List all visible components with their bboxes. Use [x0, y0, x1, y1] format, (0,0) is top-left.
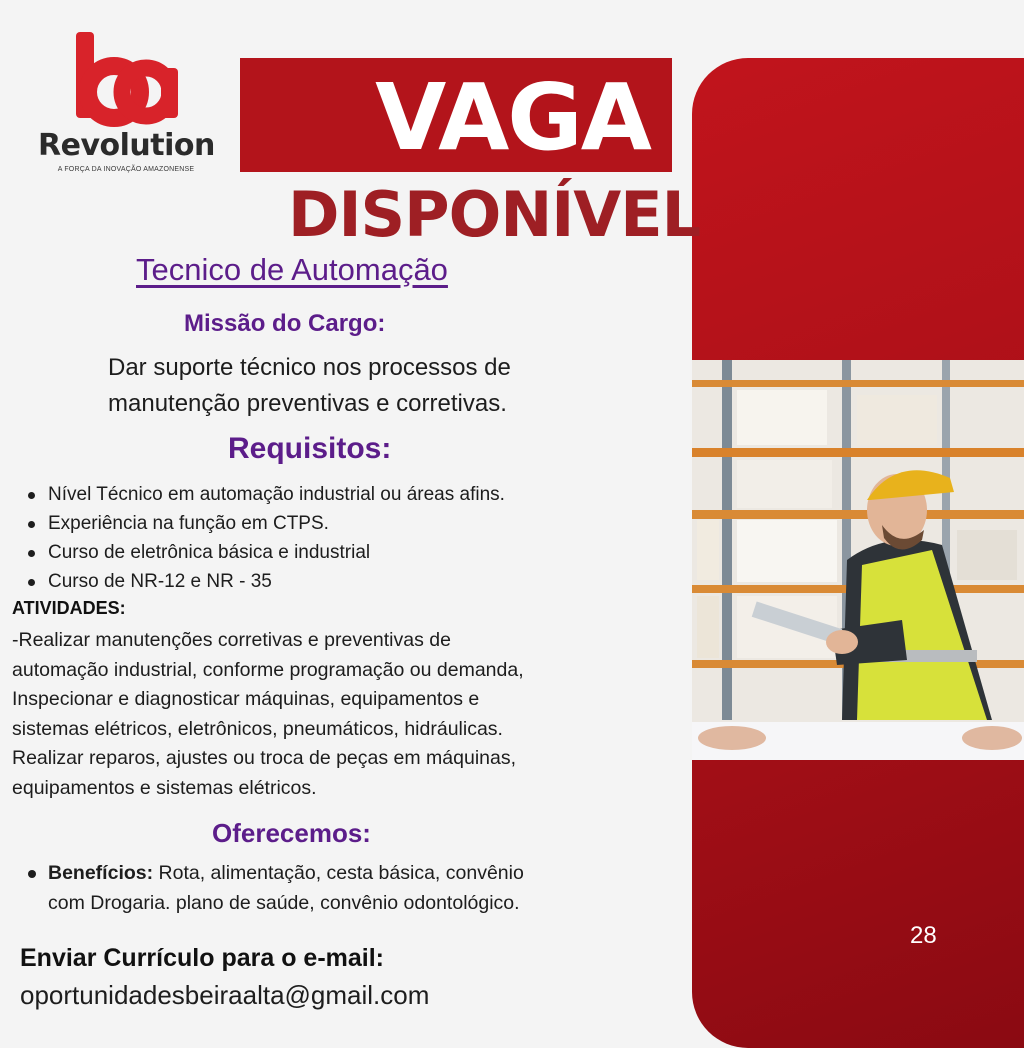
brand-name: Revolution [38, 128, 215, 163]
job-title: Tecnico de Automação [136, 252, 448, 287]
activity-line: automação industrial, conforme programação ou demanda, [12, 658, 524, 681]
benefits-text [48, 858, 668, 918]
benefit-label: Benefícios: [48, 862, 154, 884]
mission-line: manutenção preventivas e corretivas. [108, 390, 507, 417]
requirements-heading: Requisitos: [228, 432, 392, 465]
activities-text [12, 626, 682, 803]
activities-heading: ATIVIDADES: [12, 598, 126, 618]
photo-illustration [692, 360, 1024, 760]
bullet-icon [28, 870, 36, 878]
brand-tagline: A FORÇA DA INOVAÇÃO AMAZONENSE [57, 166, 195, 173]
mission-heading: Missão do Cargo: [184, 310, 386, 337]
list-item: Curso de eletrônica básica e industrial [22, 538, 505, 567]
activity-line: -Realizar manutenções corretivas e preventivas de [12, 629, 451, 651]
requirements-list [22, 480, 505, 596]
offer-heading: Oferecemos: [212, 818, 371, 848]
activity-line: Realizar reparos, ajustes ou troca de peças em máquinas, [12, 747, 517, 769]
activity-line: sistemas elétricos, eletrônicos, pneumáticos, hidráulicas. [12, 717, 503, 740]
vaga-banner [240, 58, 672, 172]
list-item: Nível Técnico em automação industrial ou áreas afins. [22, 480, 505, 509]
contact-email[interactable]: oportunidadesbeiraalta@gmail.com [20, 980, 430, 1010]
ba-logo-mark-icon [68, 30, 178, 130]
page-number: 28 [910, 922, 937, 949]
mission-text [108, 350, 628, 422]
benefit-line: com Drogaria. plano de saúde, convênio odontológico. [48, 892, 520, 914]
activity-line: equipamentos e sistemas elétricos. [12, 776, 317, 799]
contact-heading: Enviar Currículo para o e-mail: [20, 944, 384, 972]
warehouse-worker-photo [692, 360, 1024, 760]
activity-line: Inspecionar e diagnosticar máquinas, equipamentos e [12, 688, 480, 710]
list-item: Experiência na função em CTPS. [22, 509, 505, 538]
banner-title: VAGA [375, 64, 650, 171]
benefit-text: Rota, alimentação, cesta básica, convênio [153, 862, 524, 884]
banner-subtitle: DISPONÍVEL [288, 178, 701, 251]
list-item: Curso de NR-12 e NR - 35 [22, 567, 505, 596]
benefit-line [48, 858, 668, 888]
mission-line: Dar suporte técnico nos processos de [108, 354, 511, 381]
brand-logo [38, 30, 214, 180]
